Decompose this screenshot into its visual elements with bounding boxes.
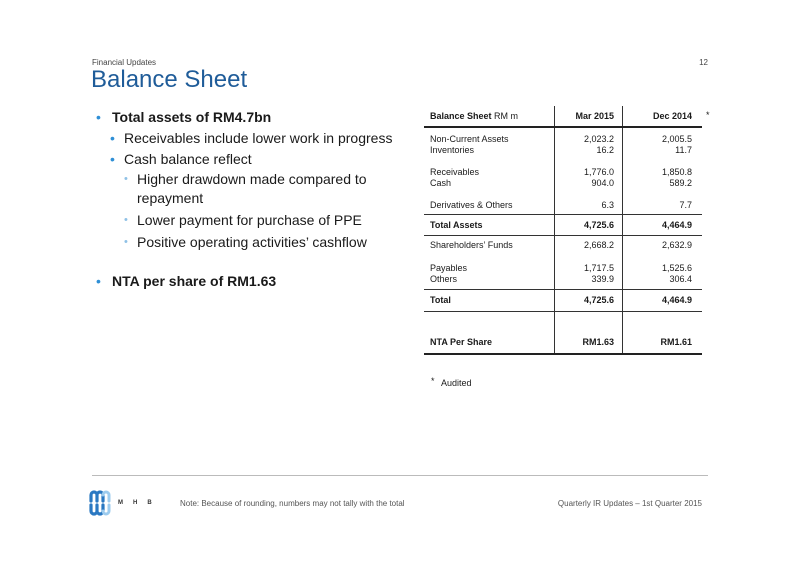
section-label: Financial Updates (92, 58, 157, 67)
nta-value: of RM1.63 (210, 273, 277, 289)
table-row: Others 339.9 306.4 (430, 274, 692, 284)
note-star: * (431, 376, 435, 386)
table-row: Non-Current Assets 2,023.2 2,005.5 (430, 134, 692, 144)
bullet-receivables: • Receivables include lower work in progress (96, 128, 396, 148)
header-dec-2014: Dec 2014 (652, 111, 692, 121)
header-mar-2015: Mar 2015 (575, 111, 614, 121)
audited-star: * (706, 110, 710, 120)
header-label: Balance Sheet (430, 111, 492, 121)
table-row-nta: NTA Per Share RM1.63 RM1.61 (430, 337, 692, 347)
header-unit: RM m (491, 111, 519, 121)
bullet-cashflow: • Positive operating activities’ cashflow (96, 233, 396, 252)
table-row: Cash 904.0 589.2 (430, 178, 692, 188)
logo-text: MHB (118, 500, 162, 506)
bullet-ppe: • Lower payment for purchase of PPE (96, 211, 396, 230)
table-header (424, 111, 702, 122)
audited-note: Audited (441, 378, 472, 388)
table-row: Receivables 1,776.0 1,850.8 (430, 167, 692, 177)
bullet-cash: • Cash balance reflect (96, 149, 396, 169)
mhb-logo (88, 489, 114, 524)
bullet-list (96, 107, 396, 292)
table-row: Derivatives & Others 6.3 7.7 (430, 200, 692, 210)
table-row-total: Total 4,725.6 4,464.9 (430, 295, 692, 305)
footer-divider (92, 475, 708, 476)
table-row-total-assets: Total Assets 4,725.6 4,464.9 (430, 220, 692, 230)
page-number: 12 (699, 58, 708, 67)
bullet-drawdown: • Higher drawdown made compared to repayment (96, 170, 396, 208)
bullet-total-assets: • Total assets of RM4.7bn (96, 107, 396, 127)
table-row: Inventories 16.2 11.7 (430, 145, 692, 155)
balance-sheet-table (424, 106, 702, 356)
bullet-nta (96, 271, 396, 291)
footer-title: Quarterly IR Updates – 1st Quarter 2015 (557, 499, 702, 508)
page-title: Balance Sheet (91, 66, 248, 93)
table-row: Shareholders’ Funds 2,668.2 2,632.9 (430, 240, 692, 250)
nta-prefix: NTA per share (112, 273, 211, 289)
table-row: Payables 1,717.5 1,525.6 (430, 263, 692, 273)
footer-note: Note: Because of rounding, numbers may not tally with the total (180, 499, 405, 508)
